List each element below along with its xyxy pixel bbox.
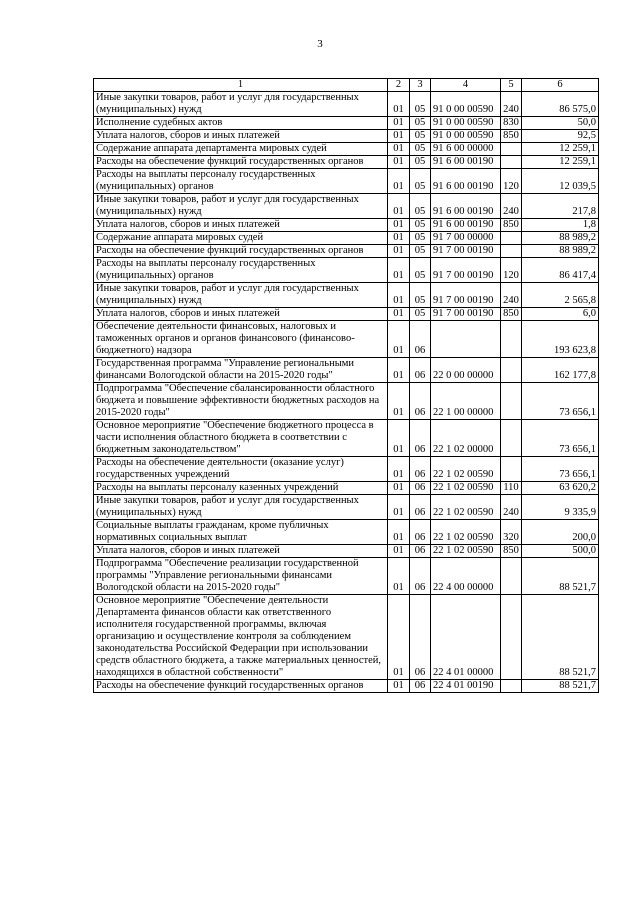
row-amount: 1,8 (522, 219, 599, 232)
row-name: Подпрограмма "Обеспечение сбалансированности областного бюджета и повышение эффективности бюджетных расходов на 2015-2020 годы" (94, 383, 388, 420)
row-amount: 2 565,8 (522, 283, 599, 308)
row-target-code: 91 6 00 00190 (431, 219, 501, 232)
row-name: Иные закупки товаров, работ и услуг для государственных (муниципальных) нужд (94, 92, 388, 117)
row-section: 01 (388, 219, 410, 232)
row-amount: 88 521,7 (522, 680, 599, 693)
row-expense-type (501, 143, 522, 156)
row-expense-type: 320 (501, 520, 522, 545)
row-amount: 63 620,2 (522, 482, 599, 495)
row-subsection: 06 (410, 420, 431, 457)
row-amount: 73 656,1 (522, 383, 599, 420)
row-section: 01 (388, 117, 410, 130)
row-target-code: 22 4 01 00190 (431, 680, 501, 693)
header-row (94, 79, 599, 92)
row-name: Уплата налогов, сборов и иных платежей (94, 545, 388, 558)
table-row (94, 595, 599, 680)
table-row (94, 308, 599, 321)
row-section: 01 (388, 283, 410, 308)
table-row (94, 482, 599, 495)
table-row (94, 283, 599, 308)
row-target-code: 91 7 00 00000 (431, 232, 501, 245)
row-section: 01 (388, 232, 410, 245)
row-name: Исполнение судебных актов (94, 117, 388, 130)
row-amount: 88 989,2 (522, 232, 599, 245)
row-target-code: 22 1 02 00590 (431, 545, 501, 558)
row-amount: 162 177,8 (522, 358, 599, 383)
row-section: 01 (388, 321, 410, 358)
row-section: 01 (388, 680, 410, 693)
row-name: Обеспечение деятельности финансовых, налоговых и таможенных органов и органов финансового (финансово-бюджетного) надзора (94, 321, 388, 358)
row-section: 01 (388, 595, 410, 680)
row-target-code: 22 1 02 00590 (431, 520, 501, 545)
table-row (94, 117, 599, 130)
header-col-name: 1 (94, 79, 388, 92)
row-name: Расходы на выплаты персоналу государственных (муниципальных) органов (94, 258, 388, 283)
table-row (94, 258, 599, 283)
table-row (94, 156, 599, 169)
row-target-code: 22 1 02 00590 (431, 457, 501, 482)
row-expense-type: 850 (501, 219, 522, 232)
row-name: Основное мероприятие "Обеспечение деятельности Департамента финансов области как ответственного исполнителя государственной программы, включая организацию и осуществление контроля за соблюдением законодательства Российской Федерации при использовании средств областного бюджета, а также материальных ценностей, находящихся в областной собственности" (94, 595, 388, 680)
row-subsection: 06 (410, 321, 431, 358)
row-amount: 12 039,5 (522, 169, 599, 194)
table-row (94, 169, 599, 194)
row-subsection: 06 (410, 495, 431, 520)
row-expense-type: 850 (501, 308, 522, 321)
row-section: 01 (388, 169, 410, 194)
header-col-section: 2 (388, 79, 410, 92)
table-row (94, 558, 599, 595)
row-expense-type (501, 321, 522, 358)
row-name: Иные закупки товаров, работ и услуг для государственных (муниципальных) нужд (94, 283, 388, 308)
row-amount: 73 656,1 (522, 420, 599, 457)
row-section: 01 (388, 156, 410, 169)
row-subsection: 06 (410, 482, 431, 495)
row-subsection: 06 (410, 520, 431, 545)
row-name: Расходы на обеспечение функций государственных органов (94, 680, 388, 693)
row-expense-type: 240 (501, 194, 522, 219)
row-subsection: 05 (410, 308, 431, 321)
row-section: 01 (388, 482, 410, 495)
table-row (94, 383, 599, 420)
row-name: Иные закупки товаров, работ и услуг для государственных (муниципальных) нужд (94, 194, 388, 219)
row-subsection: 06 (410, 358, 431, 383)
row-target-code: 22 1 02 00590 (431, 482, 501, 495)
row-target-code: 91 7 00 00190 (431, 245, 501, 258)
row-amount: 217,8 (522, 194, 599, 219)
row-subsection: 05 (410, 117, 431, 130)
row-amount: 193 623,8 (522, 321, 599, 358)
row-target-code: 91 7 00 00190 (431, 308, 501, 321)
row-amount: 88 989,2 (522, 245, 599, 258)
table-row (94, 520, 599, 545)
row-subsection: 05 (410, 130, 431, 143)
row-subsection: 05 (410, 194, 431, 219)
row-target-code: 22 4 00 00000 (431, 558, 501, 595)
row-expense-type: 850 (501, 130, 522, 143)
row-amount: 6,0 (522, 308, 599, 321)
table-row (94, 495, 599, 520)
table-row (94, 130, 599, 143)
row-section: 01 (388, 420, 410, 457)
row-section: 01 (388, 545, 410, 558)
row-section: 01 (388, 92, 410, 117)
row-subsection: 06 (410, 457, 431, 482)
row-name: Содержание аппарата департамента мировых судей (94, 143, 388, 156)
row-section: 01 (388, 130, 410, 143)
row-name: Расходы на выплаты персоналу казенных учреждений (94, 482, 388, 495)
table-row (94, 420, 599, 457)
row-target-code: 22 0 00 00000 (431, 358, 501, 383)
row-target-code: 91 6 00 00190 (431, 194, 501, 219)
row-target-code: 91 0 00 00590 (431, 130, 501, 143)
row-expense-type (501, 420, 522, 457)
table-row (94, 232, 599, 245)
row-expense-type (501, 383, 522, 420)
row-subsection: 06 (410, 680, 431, 693)
row-subsection: 05 (410, 232, 431, 245)
row-expense-type (501, 232, 522, 245)
row-amount: 12 259,1 (522, 156, 599, 169)
row-subsection: 05 (410, 219, 431, 232)
row-name: Расходы на обеспечение деятельности (оказание услуг) государственных учреждений (94, 457, 388, 482)
table-row (94, 680, 599, 693)
row-amount: 500,0 (522, 545, 599, 558)
row-subsection: 06 (410, 558, 431, 595)
row-name: Уплата налогов, сборов и иных платежей (94, 130, 388, 143)
row-section: 01 (388, 457, 410, 482)
row-subsection: 05 (410, 245, 431, 258)
row-subsection: 05 (410, 143, 431, 156)
row-expense-type: 240 (501, 92, 522, 117)
row-expense-type (501, 245, 522, 258)
header-col-amount: 6 (522, 79, 599, 92)
row-amount: 200,0 (522, 520, 599, 545)
row-name: Расходы на выплаты персоналу государственных (муниципальных) органов (94, 169, 388, 194)
row-target-code: 91 6 00 00000 (431, 143, 501, 156)
row-expense-type (501, 457, 522, 482)
row-section: 01 (388, 308, 410, 321)
row-amount: 92,5 (522, 130, 599, 143)
row-subsection: 05 (410, 92, 431, 117)
table-row (94, 92, 599, 117)
row-section: 01 (388, 143, 410, 156)
row-target-code: 22 1 02 00000 (431, 420, 501, 457)
row-name: Основное мероприятие "Обеспечение бюджетного процесса в части исполнения областного бюджета в соответствии с бюджетным законодательством" (94, 420, 388, 457)
row-section: 01 (388, 520, 410, 545)
row-target-code: 91 6 00 00190 (431, 169, 501, 194)
row-amount: 9 335,9 (522, 495, 599, 520)
row-expense-type: 110 (501, 482, 522, 495)
row-expense-type: 120 (501, 169, 522, 194)
row-expense-type: 120 (501, 258, 522, 283)
table-row (94, 143, 599, 156)
table-row (94, 358, 599, 383)
table-row (94, 321, 599, 358)
row-amount: 73 656,1 (522, 457, 599, 482)
row-expense-type: 850 (501, 545, 522, 558)
table-row (94, 219, 599, 232)
row-name: Иные закупки товаров, работ и услуг для государственных (муниципальных) нужд (94, 495, 388, 520)
row-subsection: 06 (410, 383, 431, 420)
row-target-code: 22 1 02 00590 (431, 495, 501, 520)
row-name: Уплата налогов, сборов и иных платежей (94, 308, 388, 321)
row-amount: 86 417,4 (522, 258, 599, 283)
row-target-code: 22 4 01 00000 (431, 595, 501, 680)
table-row (94, 457, 599, 482)
budget-table (93, 78, 599, 693)
row-subsection: 06 (410, 545, 431, 558)
row-amount: 12 259,1 (522, 143, 599, 156)
table-row (94, 245, 599, 258)
row-target-code: 91 0 00 00590 (431, 92, 501, 117)
row-name: Содержание аппарата мировых судей (94, 232, 388, 245)
row-amount: 86 575,0 (522, 92, 599, 117)
row-name: Расходы на обеспечение функций государственных органов (94, 245, 388, 258)
header-col-subsection: 3 (410, 79, 431, 92)
row-section: 01 (388, 258, 410, 283)
row-subsection: 05 (410, 258, 431, 283)
table-body (94, 92, 599, 693)
table-row (94, 194, 599, 219)
row-expense-type: 830 (501, 117, 522, 130)
table-row (94, 545, 599, 558)
row-expense-type (501, 358, 522, 383)
row-target-code: 91 0 00 00590 (431, 117, 501, 130)
row-expense-type (501, 558, 522, 595)
row-subsection: 05 (410, 156, 431, 169)
row-target-code: 22 1 00 00000 (431, 383, 501, 420)
header-col-target-code: 4 (431, 79, 501, 92)
row-expense-type (501, 680, 522, 693)
row-amount: 88 521,7 (522, 558, 599, 595)
row-section: 01 (388, 558, 410, 595)
row-amount: 88 521,7 (522, 595, 599, 680)
row-expense-type (501, 595, 522, 680)
row-subsection: 05 (410, 169, 431, 194)
row-target-code: 91 7 00 00190 (431, 258, 501, 283)
row-name: Уплата налогов, сборов и иных платежей (94, 219, 388, 232)
row-section: 01 (388, 383, 410, 420)
row-expense-type (501, 156, 522, 169)
row-section: 01 (388, 245, 410, 258)
row-target-code (431, 321, 501, 358)
page-number: 3 (317, 38, 323, 50)
row-expense-type: 240 (501, 283, 522, 308)
row-name: Социальные выплаты гражданам, кроме публичных нормативных социальных выплат (94, 520, 388, 545)
row-name: Государственная программа "Управление региональными финансами Вологодской области на 2015-2020 годы" (94, 358, 388, 383)
row-section: 01 (388, 495, 410, 520)
row-name: Расходы на обеспечение функций государственных органов (94, 156, 388, 169)
row-name: Подпрограмма "Обеспечение реализации государственной программы "Управление региональными финансами Вологодской области на 2015-2020 годы" (94, 558, 388, 595)
row-expense-type: 240 (501, 495, 522, 520)
row-subsection: 06 (410, 595, 431, 680)
row-target-code: 91 7 00 00190 (431, 283, 501, 308)
row-amount: 50,0 (522, 117, 599, 130)
row-subsection: 05 (410, 283, 431, 308)
row-target-code: 91 6 00 00190 (431, 156, 501, 169)
row-section: 01 (388, 358, 410, 383)
row-section: 01 (388, 194, 410, 219)
header-col-expense-type: 5 (501, 79, 522, 92)
